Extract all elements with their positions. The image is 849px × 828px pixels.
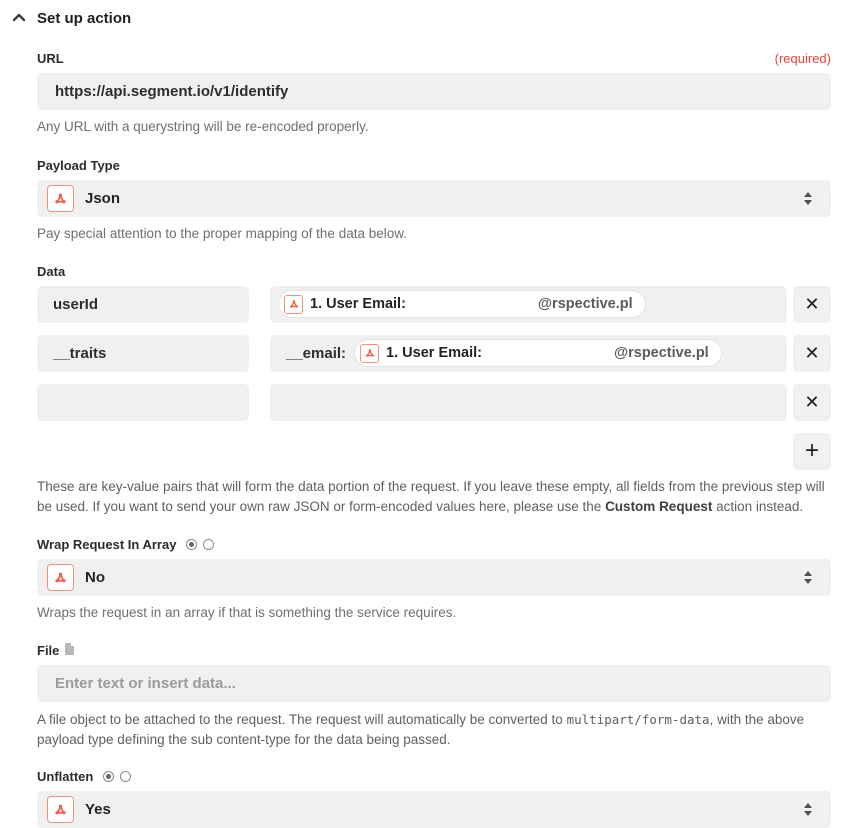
data-row-1 (37, 286, 831, 323)
url-input[interactable] (37, 73, 831, 110)
file-label: File (37, 643, 60, 659)
redacted-email (413, 294, 531, 314)
radio-unselected[interactable] (120, 771, 131, 782)
mapped-field-pill[interactable] (354, 339, 722, 367)
unflatten-label: Unflatten (37, 768, 94, 784)
unflatten-select[interactable] (37, 791, 831, 828)
data-row-3 (37, 384, 831, 421)
pill-label: 1. User Email: (386, 345, 482, 362)
add-row-button[interactable]: + (793, 433, 831, 470)
pill-label: 1. User Email: (310, 296, 406, 313)
url-label: URL (37, 51, 64, 66)
remove-row-button[interactable]: ✕ (793, 335, 831, 372)
data-key-value: __traits (53, 344, 107, 362)
webhooks-app-icon (47, 564, 74, 591)
payload-type-label: Payload Type (37, 157, 120, 173)
data-value-input[interactable] (270, 286, 787, 323)
remove-row-button[interactable]: ✕ (793, 286, 831, 323)
data-row-2 (37, 335, 831, 372)
file-help-text (37, 710, 831, 751)
file-input-placeholder: Enter text or insert data... (55, 675, 236, 693)
data-value-input[interactable] (270, 384, 787, 421)
data-help-bold: Custom Request (605, 499, 713, 515)
wrap-request-radio-group (186, 539, 214, 550)
unflatten-value: Yes (85, 800, 111, 818)
url-value: https://api.segment.io/v1/identify (55, 83, 289, 100)
data-key-input[interactable] (37, 286, 249, 323)
remove-row-button[interactable]: ✕ (793, 384, 831, 421)
file-help-code: multipart/form-data (566, 712, 710, 728)
select-stepper-icon (804, 192, 821, 205)
file-type-icon (65, 643, 75, 655)
data-key-input[interactable] (37, 335, 249, 372)
wrap-request-value: No (85, 569, 105, 587)
data-help-post: action instead. (712, 499, 804, 515)
file-input[interactable] (37, 665, 831, 702)
file-help-post: , with the above payload type defining the sub content-type for the data being passed. (37, 712, 805, 748)
file-field-group (37, 643, 831, 751)
redacted-email (489, 343, 607, 363)
unflatten-group (37, 769, 831, 828)
url-field-group (37, 51, 831, 137)
radio-unselected[interactable] (203, 539, 214, 550)
webhooks-app-icon (284, 295, 303, 314)
pill-suffix: @rspective.pl (537, 296, 633, 313)
data-value-input[interactable] (270, 335, 787, 372)
payload-type-select[interactable] (37, 180, 831, 217)
data-key-input[interactable] (37, 384, 249, 421)
data-label: Data (37, 263, 66, 279)
mapped-field-pill[interactable] (278, 290, 646, 318)
payload-type-group (37, 158, 831, 244)
section-header (0, 0, 849, 27)
collapse-chevron-icon[interactable] (10, 9, 28, 27)
wrap-request-label: Wrap Request In Array (37, 537, 177, 553)
value-prefix: __email: (286, 344, 347, 362)
section-title: Set up action (37, 9, 132, 27)
add-row-container (37, 433, 831, 470)
select-stepper-icon (804, 571, 821, 584)
webhooks-app-icon (47, 796, 74, 823)
radio-selected[interactable] (186, 539, 197, 550)
url-help-text: Any URL with a querystring will be re-encoded properly. (37, 119, 369, 134)
data-key-value: userId (53, 295, 99, 313)
select-stepper-icon (804, 803, 821, 816)
payload-type-value: Json (85, 189, 121, 207)
wrap-request-select[interactable] (37, 559, 831, 596)
unflatten-radio-group (103, 771, 131, 782)
webhooks-app-icon (360, 344, 379, 363)
data-group (37, 264, 831, 518)
radio-selected[interactable] (103, 771, 114, 782)
required-note: (required) (774, 51, 831, 66)
file-help-pre: A file object to be attached to the request. The request will automatically be converted to (37, 712, 567, 728)
wrap-request-group (37, 537, 831, 623)
data-help-pre: These are key-value pairs that will form the data portion of the request. If you leave these empty, all fields from the previous step will be used. If you want to send your own raw JSON or form-encoded values here, please use the (37, 478, 825, 515)
pill-suffix: @rspective.pl (613, 345, 709, 362)
webhooks-app-icon (47, 185, 74, 212)
wrap-request-help-text: Wraps the request in an array if that is something the service requires. (37, 605, 457, 621)
data-help-text (37, 477, 831, 518)
payload-type-help-text: Pay special attention to the proper mapping of the data below. (37, 225, 407, 241)
